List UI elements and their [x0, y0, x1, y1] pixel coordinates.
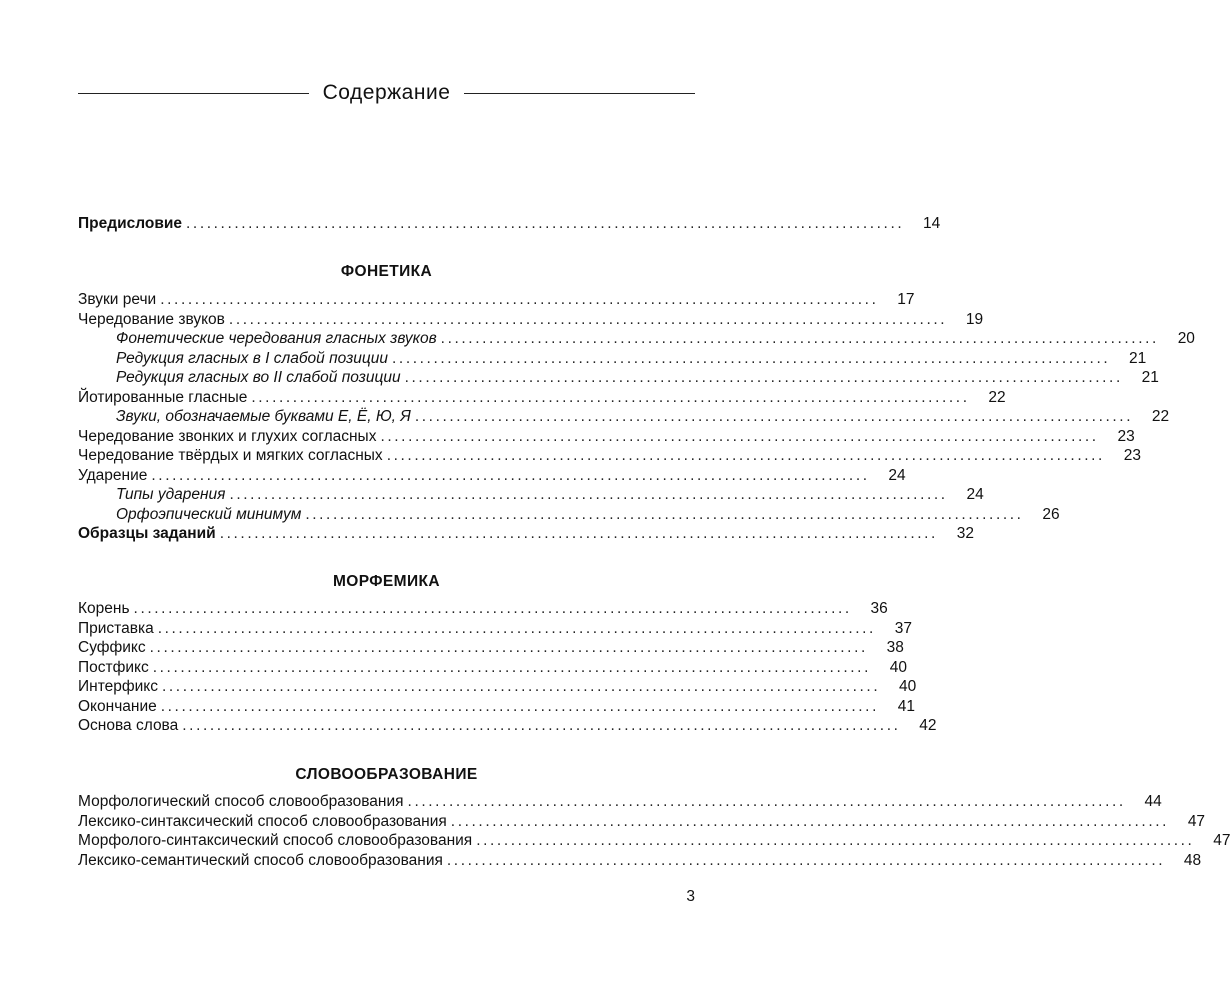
toc-entry-label: Лексико-синтаксический способ словообразования	[78, 813, 447, 830]
toc-entry-label: Типы ударения	[116, 486, 226, 503]
toc-entry-page: 19	[965, 311, 984, 328]
toc-entry-preface[interactable]	[78, 214, 941, 233]
toc-entry-page: 40	[889, 659, 907, 676]
toc-entry-label: Орфоэпический минимум	[116, 506, 302, 523]
toc-entry-label: Ударение	[78, 467, 148, 484]
toc-entry-label: Фонетические чередования гласных звуков	[116, 330, 437, 347]
leader-dots: ........................................................................................................	[160, 291, 879, 308]
toc-entry[interactable]	[78, 697, 915, 716]
toc-entry-page: 22	[1151, 408, 1170, 425]
toc-entry-label: Йотированные гласные	[78, 389, 248, 406]
toc-entry-label: Морфолого-синтаксический способ словообразования	[78, 832, 473, 849]
leader-dots: ........................................................................................................	[407, 793, 1126, 810]
toc-subentry[interactable]	[78, 407, 1170, 426]
toc-entry-page: 26	[1042, 506, 1060, 523]
toc-entry-page: 14	[923, 215, 941, 232]
toc-entry-label: Постфикс	[78, 659, 149, 676]
leader-dots: ........................................................................................................	[219, 525, 938, 542]
toc-entry[interactable]	[78, 812, 1206, 831]
toc-header	[78, 78, 695, 108]
page-number: 3	[686, 888, 695, 905]
toc-entry-page: 37	[894, 620, 912, 637]
toc-entry-page: 47	[1187, 813, 1206, 830]
leader-dots: ........................................................................................................	[157, 620, 876, 637]
toc-entry-label: Чередование звуков	[78, 311, 225, 328]
toc-entry[interactable]	[78, 677, 917, 696]
toc-subentry[interactable]	[78, 505, 1060, 524]
toc-entry[interactable]	[78, 466, 906, 485]
toc-entry-label: Лексико-семантический способ словообразования	[78, 852, 443, 869]
toc-entry-label: Редукция гласных во II слабой позиции	[116, 369, 401, 386]
toc-entry-label: Редукция гласных в I слабой позиции	[116, 350, 389, 367]
toc-entry-page: 21	[1141, 369, 1159, 386]
toc-entry[interactable]	[78, 792, 1162, 811]
leader-dots: ........................................................................................................	[229, 486, 948, 503]
toc-entry-label: Морфологический способ словообразования	[78, 793, 404, 810]
toc-entry-page: 41	[897, 698, 915, 715]
toc-entry[interactable]	[78, 290, 915, 309]
toc-entry[interactable]	[78, 310, 984, 329]
leader-dots: ........................................................................................................	[228, 311, 948, 328]
toc-entry[interactable]	[78, 427, 1135, 446]
leader-dots: ........................................................................................................	[151, 467, 870, 484]
toc-entry-page: 24	[888, 467, 906, 484]
leader-dots: ........................................................................................................	[160, 698, 879, 715]
leader-dots: ........................................................................................................	[149, 639, 868, 656]
toc-entry-label: Звуки речи	[78, 291, 157, 308]
leader-dots: ........................................................................................................	[450, 813, 1170, 830]
section-title-phonetics: ФОНЕТИКА	[340, 263, 433, 280]
toc-subentry[interactable]	[78, 329, 1195, 348]
header-rule-right	[464, 93, 695, 94]
leader-dots: ........................................................................................................	[133, 600, 852, 617]
toc-entry-page: 42	[919, 717, 937, 734]
leader-dots: ........................................................................................................	[380, 428, 1099, 445]
toc-entry[interactable]	[78, 658, 907, 677]
toc-entry-label: Чередование твёрдых и мягких согласных	[78, 447, 383, 464]
toc-entry[interactable]	[78, 619, 912, 638]
toc-entry[interactable]	[78, 388, 1006, 407]
leader-dots: ........................................................................................................	[305, 506, 1024, 523]
toc-entry-page: 47	[1213, 832, 1230, 849]
toc-entry-page: 23	[1123, 447, 1141, 464]
leader-dots: ........................................................................................................	[446, 852, 1166, 869]
header-rule-left	[78, 93, 309, 94]
leader-dots: ........................................................................................................	[161, 678, 881, 695]
toc-entry[interactable]	[78, 716, 937, 735]
toc-entry-label: Приставка	[78, 620, 154, 637]
toc-subentry[interactable]	[78, 485, 984, 504]
toc-entry-label: Окончание	[78, 698, 157, 715]
toc-entry-samples[interactable]	[78, 524, 974, 543]
toc-entry-label: Звуки, обозначаемые буквами Е, Ё, Ю, Я	[116, 408, 411, 425]
toc-entry-page: 40	[899, 678, 917, 695]
leader-dots: ........................................................................................................	[152, 659, 871, 676]
toc-entry-page: 20	[1177, 330, 1195, 347]
toc-entry-page: 38	[886, 639, 904, 656]
toc-entry[interactable]	[78, 851, 1202, 870]
leader-dots: ........................................................................................................	[251, 389, 970, 406]
leader-dots: ........................................................................................................	[414, 408, 1134, 425]
leader-dots: ........................................................................................................	[182, 717, 901, 734]
toc-entry-page: 17	[897, 291, 915, 308]
toc-entry-page: 21	[1129, 350, 1147, 367]
leader-dots: ........................................................................................................	[476, 832, 1195, 849]
toc-entry-page: 24	[966, 486, 984, 503]
toc-entry[interactable]	[78, 831, 1230, 850]
toc-entry-label: Основа слова	[78, 717, 179, 734]
toc-entry-label: Суффикс	[78, 639, 146, 656]
toc-entry-page: 44	[1144, 793, 1162, 810]
toc-entry-page: 23	[1117, 428, 1135, 445]
toc-entry-label: Корень	[78, 600, 130, 617]
toc-entry-label: Образцы заданий	[78, 525, 216, 542]
toc-entry-page: 32	[956, 525, 974, 542]
toc-entry[interactable]	[78, 599, 888, 618]
page-title: Содержание	[322, 81, 451, 104]
toc-entry[interactable]	[78, 638, 904, 657]
toc-entry-label: Чередование звонких и глухих согласных	[78, 428, 377, 445]
leader-dots: ........................................................................................................	[186, 215, 905, 232]
toc-entry-label: Интерфикс	[78, 678, 158, 695]
toc-entry-page: 36	[870, 600, 888, 617]
leader-dots: ........................................................................................................	[386, 447, 1105, 464]
toc-entry-page: 48	[1183, 852, 1202, 869]
toc-entry-label: Предисловие	[78, 215, 183, 232]
leader-dots: ........................................................................................................	[404, 369, 1123, 386]
section-title-morphemics: МОРФЕМИКА	[333, 573, 440, 590]
section-title-word-formation: СЛОВООБРАЗОВАНИЕ	[295, 766, 478, 783]
leader-dots: ........................................................................................................	[392, 350, 1111, 367]
toc-entry[interactable]	[78, 446, 1141, 465]
toc-entry-page: 22	[988, 389, 1006, 406]
leader-dots: ........................................................................................................	[440, 330, 1159, 347]
toc-subentry[interactable]	[78, 368, 1159, 387]
toc-subentry[interactable]	[78, 349, 1147, 368]
